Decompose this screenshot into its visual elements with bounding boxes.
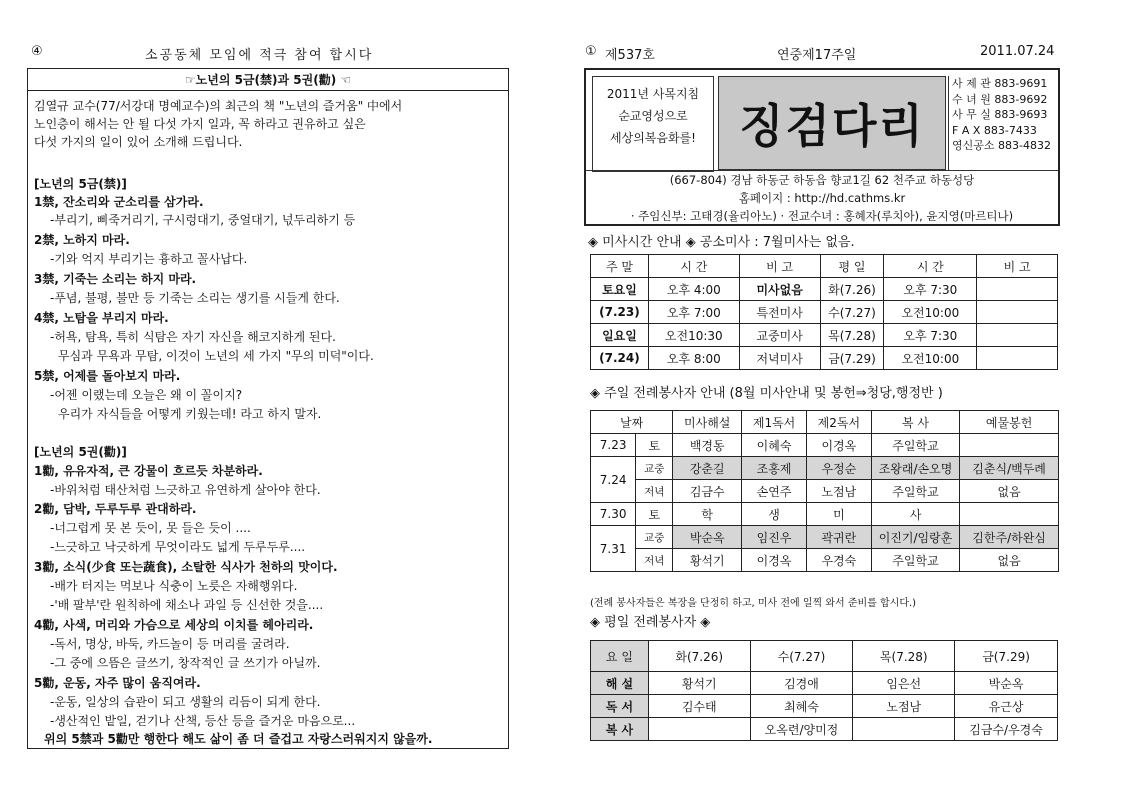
mass-type-cell: 교중 <box>636 457 673 480</box>
weekday-header-cell: 수(7.27) <box>750 641 853 672</box>
encouragement-detail: -운동, 일상의 습관이 되고 생활의 리듬이 되게 한다. <box>50 695 321 709</box>
weekday-cell: 김금수/우경숙 <box>955 718 1058 741</box>
server-cell: 없음 <box>960 480 1059 503</box>
contact-line: 수 녀 원 883-9692 <box>952 92 1048 106</box>
closing-line: 위의 5禁과 5勸만 행한다 해도 삶이 좀 더 즐겁고 자랑스러워지지 않을까. <box>44 732 433 746</box>
weekday-cell: 김수태 <box>648 695 750 718</box>
left-page-number: ④ <box>31 44 43 59</box>
weekday-role-cell: 해 설 <box>591 672 649 695</box>
mass-cell: 오전10:00 <box>884 347 977 370</box>
date-cell: 7.30 <box>591 503 636 526</box>
mass-cell <box>977 347 1058 370</box>
mass-heading: ◈ 미사시간 안내 ◈ 공소미사 : 7월미사는 없음. <box>588 235 855 250</box>
encouragement-detail: -'배 팔부'란 원칙하에 채소나 과일 등 신선한 것을.... <box>50 598 324 612</box>
mass-cell: 미사없음 <box>739 278 820 301</box>
encouragement-title: 5勸, 운동, 자주 많이 움직여라. <box>34 676 201 690</box>
mass-cell: 화(7.26) <box>820 278 884 301</box>
mass-header-cell: 주 말 <box>591 255 649 278</box>
weekday-servers-heading: ◈ 평일 전례봉사자 ◈ <box>590 615 711 630</box>
sunday-servers-table <box>590 410 1059 572</box>
weekday-cell <box>853 718 955 741</box>
sunday-header-cell: 날짜 <box>591 411 673 434</box>
article-subtitle: ☞노년의 5금(禁)과 5권(勸) ☜ <box>28 70 508 91</box>
bulletin-logo: 징검다리 <box>718 76 946 170</box>
mass-header-cell: 비 고 <box>739 255 820 278</box>
mass-cell: 특전미사 <box>739 301 820 324</box>
date-cell: 7.23 <box>591 434 636 457</box>
weekday-header-cell: 금(7.29) <box>955 641 1058 672</box>
server-cell: 학 <box>673 503 742 526</box>
server-cell: 주일학교 <box>871 480 959 503</box>
server-cell: 주일학교 <box>871 434 959 457</box>
mass-cell: 저녁미사 <box>739 347 820 370</box>
mass-cell: 오전10:30 <box>648 324 739 347</box>
mass-table <box>590 254 1058 370</box>
server-cell: 조왕래/손오명 <box>871 457 959 480</box>
weekday-cell: 김경애 <box>750 672 853 695</box>
prohibition-detail: -푸념, 불평, 불만 등 기죽는 소리는 생기를 시들게 한다. <box>50 291 340 305</box>
prohibition-detail: -어젠 이랬는데 오늘은 왜 이 꼴이지? <box>50 388 243 402</box>
server-cell: 우경숙 <box>806 549 871 572</box>
mass-cell: 교중미사 <box>739 324 820 347</box>
encouragement-title: 1勸, 유유자적, 큰 강물이 흐르듯 차분하라. <box>34 464 263 478</box>
intro-line: 노인층이 해서는 안 될 다섯 가지 일과, 꼭 하라고 권유하고 싶은 <box>34 117 366 131</box>
contact-line: 사 제 관 883-9691 <box>952 77 1048 90</box>
masthead <box>584 68 1060 226</box>
mass-header-cell: 비 고 <box>977 255 1058 278</box>
mass-cell: (7.23) <box>591 301 649 324</box>
server-cell: 미 <box>806 503 871 526</box>
right-page-number: ① <box>585 44 597 59</box>
weekday-cell: 임은선 <box>853 672 955 695</box>
mass-cell <box>977 278 1058 301</box>
sunday-servers-heading: ◈ 주일 전례봉사자 안내 (8월 미사안내 및 봉헌⇒청당,행정반 ) <box>590 386 943 401</box>
mass-cell: 수(7.27) <box>820 301 884 324</box>
mass-type-cell: 저녁 <box>636 549 673 572</box>
encouragement-detail: -배가 터지는 먹보나 식충이 노릇은 자해행위다. <box>50 579 298 593</box>
motto-line: 2011년 사목지침 <box>606 87 700 101</box>
server-cell: 없음 <box>960 549 1059 572</box>
prohibition-title: 5禁, 어제를 돌아보지 마라. <box>34 369 181 383</box>
server-cell <box>960 434 1059 457</box>
mass-cell: 금(7.29) <box>820 347 884 370</box>
sunday-header-cell: 제1독서 <box>742 411 807 434</box>
server-cell: 주일학교 <box>871 549 959 572</box>
motto-line: 세상의복음화를! <box>610 131 696 145</box>
server-cell: 백경동 <box>673 434 742 457</box>
weekday-cell: 박순옥 <box>955 672 1058 695</box>
weekday-servers-table <box>590 640 1058 741</box>
prohibition-detail: -허욕, 탐욕, 특히 식탐은 자기 자신을 해코지하게 된다. <box>50 330 336 344</box>
server-cell: 강춘길 <box>673 457 742 480</box>
mass-cell: (7.24) <box>591 347 649 370</box>
prohibition-title: 4禁, 노탐을 부리지 마라. <box>34 311 169 325</box>
weekday-header-cell: 목(7.28) <box>853 641 955 672</box>
weekday-cell: 오옥련/양미정 <box>750 718 853 741</box>
date-cell: 7.24 <box>591 457 636 503</box>
prohibitions-heading: [노년의 5금(禁)] <box>34 177 127 191</box>
left-page-header <box>27 44 507 64</box>
server-cell: 곽귀란 <box>806 526 871 549</box>
weekday-cell: 노점남 <box>853 695 955 718</box>
liturgical-week: 연중제17주일 <box>777 48 857 63</box>
left-page-title: 소공동체 모임에 적극 참여 합시다 <box>145 48 374 63</box>
encouragement-detail: -너그럽게 못 본 듯이, 못 들은 듯이 .... <box>50 521 251 535</box>
intro-line: 다섯 가지의 일이 있어 소개해 드립니다. <box>34 135 243 149</box>
mass-cell: 일요일 <box>591 324 649 347</box>
sunday-header-cell: 미사해설 <box>673 411 742 434</box>
encouragement-title: 2勸, 담박, 두루두루 관대하라. <box>34 502 197 516</box>
server-cell: 이혜숙 <box>742 434 807 457</box>
left-article-box <box>27 68 509 749</box>
weekday-cell: 유근상 <box>955 695 1058 718</box>
prohibition-detail: -부리기, 삐죽거리기, 구시렁대기, 중얼대기, 넋두리하기 등 <box>50 213 356 227</box>
date-cell: 7.31 <box>591 526 636 572</box>
prohibition-detail: 우리가 자식들을 어떻게 키웠는데! 라고 하지 말자. <box>58 407 322 421</box>
clergy: · 주임신부: 고태경(율리아노) · 전교수녀 : 홍혜자(루치아), 윤지영(마르티나) <box>630 209 1014 223</box>
weekday-cell <box>648 718 750 741</box>
mass-cell: 토요일 <box>591 278 649 301</box>
mass-cell: 오후 7:30 <box>884 278 977 301</box>
address: (667-804) 경남 하동군 하동읍 향교1길 62 천주교 하동성당 <box>669 173 975 187</box>
contact-list <box>948 76 1057 170</box>
encouragement-detail: -독서, 명상, 바둑, 카드놀이 등 머리를 굴려라. <box>50 637 290 651</box>
mass-type-cell: 저녁 <box>636 480 673 503</box>
contact-line: 영신공소 883-4832 <box>952 139 1051 152</box>
homepage[interactable]: 홈페이지 : http://hd.cathms.kr <box>738 191 906 205</box>
server-cell: 이경옥 <box>806 434 871 457</box>
server-cell: 노점남 <box>806 480 871 503</box>
server-cell: 김한주/하완심 <box>960 526 1059 549</box>
mass-type-cell: 토 <box>636 434 673 457</box>
server-cell: 생 <box>742 503 807 526</box>
encouragement-title: 3勸, 소식(少食 또는蔬食), 소탈한 식사가 천하의 맛이다. <box>34 560 338 574</box>
server-cell: 조홍제 <box>742 457 807 480</box>
mass-cell: 오후 7:30 <box>884 324 977 347</box>
mass-header-cell: 평 일 <box>820 255 884 278</box>
prohibition-detail: -기와 억지 부리기는 흉하고 꼴사납다. <box>50 252 248 266</box>
mass-cell: 오후 7:00 <box>648 301 739 324</box>
mass-type-cell: 교중 <box>636 526 673 549</box>
right-page-header <box>585 44 1060 64</box>
sunday-header-cell: 복 사 <box>871 411 959 434</box>
mass-cell: 오후 8:00 <box>648 347 739 370</box>
server-cell: 이경옥 <box>742 549 807 572</box>
server-cell <box>960 503 1059 526</box>
prohibition-title: 2禁, 노하지 마라. <box>34 233 130 247</box>
server-cell: 김금수 <box>673 480 742 503</box>
prohibition-title: 3禁, 기죽는 소리는 하지 마라. <box>34 272 197 286</box>
intro-line: 김열규 교수(77/서강대 명예교수)의 최근의 책 "노년의 즐거움" 中에서 <box>34 99 403 113</box>
encouragement-detail: -바위처럼 태산처럼 느긋하고 유연하게 살아야 한다. <box>50 483 321 497</box>
server-cell: 김춘식/백두례 <box>960 457 1059 480</box>
server-cell: 우정순 <box>806 457 871 480</box>
encouragements-heading: [노년의 5권(勸)] <box>34 445 127 459</box>
prohibition-detail: 무심과 무욕과 무탐, 이것이 노년의 세 가지 "무의 미덕"이다. <box>58 349 374 363</box>
encouragement-detail: -느긋하고 낙긋하게 무엇이라도 넓게 두루두루.... <box>50 540 306 554</box>
pastoral-motto <box>592 76 714 172</box>
prohibition-title: 1禁, 잔소리와 군소리를 삼가라. <box>34 195 204 209</box>
weekday-role-cell: 복 사 <box>591 718 649 741</box>
weekday-cell: 황석기 <box>648 672 750 695</box>
mass-cell: 목(7.28) <box>820 324 884 347</box>
contact-line: F A X 883-7433 <box>952 123 1037 137</box>
encouragement-detail: -그 중에 으뜸은 글쓰기, 창작적인 글 쓰기가 아닐까. <box>50 656 321 670</box>
encouragement-detail: -생산적인 밭일, 걷기나 산책, 등산 등을 즐거운 마음으로... <box>50 714 356 728</box>
mass-header-cell: 시 간 <box>884 255 977 278</box>
sunday-header-cell: 제2독서 <box>806 411 871 434</box>
sunday-header-cell: 예물봉헌 <box>960 411 1059 434</box>
server-cell: 임진우 <box>742 526 807 549</box>
contact-line: 사 무 실 883-9693 <box>952 108 1048 121</box>
server-cell: 황석기 <box>673 549 742 572</box>
server-cell: 이진기/임랑훈 <box>871 526 959 549</box>
mass-cell: 오후 4:00 <box>648 278 739 301</box>
servers-note: (전례 봉사자들은 복장을 단정히 하고, 미사 전에 일찍 와서 준비를 합시다.) <box>590 598 917 609</box>
mass-cell <box>977 324 1058 347</box>
encouragement-title: 4勸, 사색, 머리와 가슴으로 세상의 이치를 헤아리라. <box>34 618 314 632</box>
mass-cell: 오전10:00 <box>884 301 977 324</box>
issue-date: 2011.07.24 <box>980 44 1055 59</box>
mass-cell <box>977 301 1058 324</box>
mass-type-cell: 토 <box>636 503 673 526</box>
server-cell: 손연주 <box>742 480 807 503</box>
mass-header-cell: 시 간 <box>648 255 739 278</box>
server-cell: 박순옥 <box>673 526 742 549</box>
weekday-role-cell: 독 서 <box>591 695 649 718</box>
weekday-cell: 최혜숙 <box>750 695 853 718</box>
issue-number: 제537호 <box>605 48 655 63</box>
motto-line: 순교영성으로 <box>618 109 688 123</box>
server-cell: 사 <box>871 503 959 526</box>
address-block <box>586 170 1058 227</box>
weekday-header-cell: 화(7.26) <box>648 641 750 672</box>
weekday-header-cell: 요 일 <box>591 641 649 672</box>
